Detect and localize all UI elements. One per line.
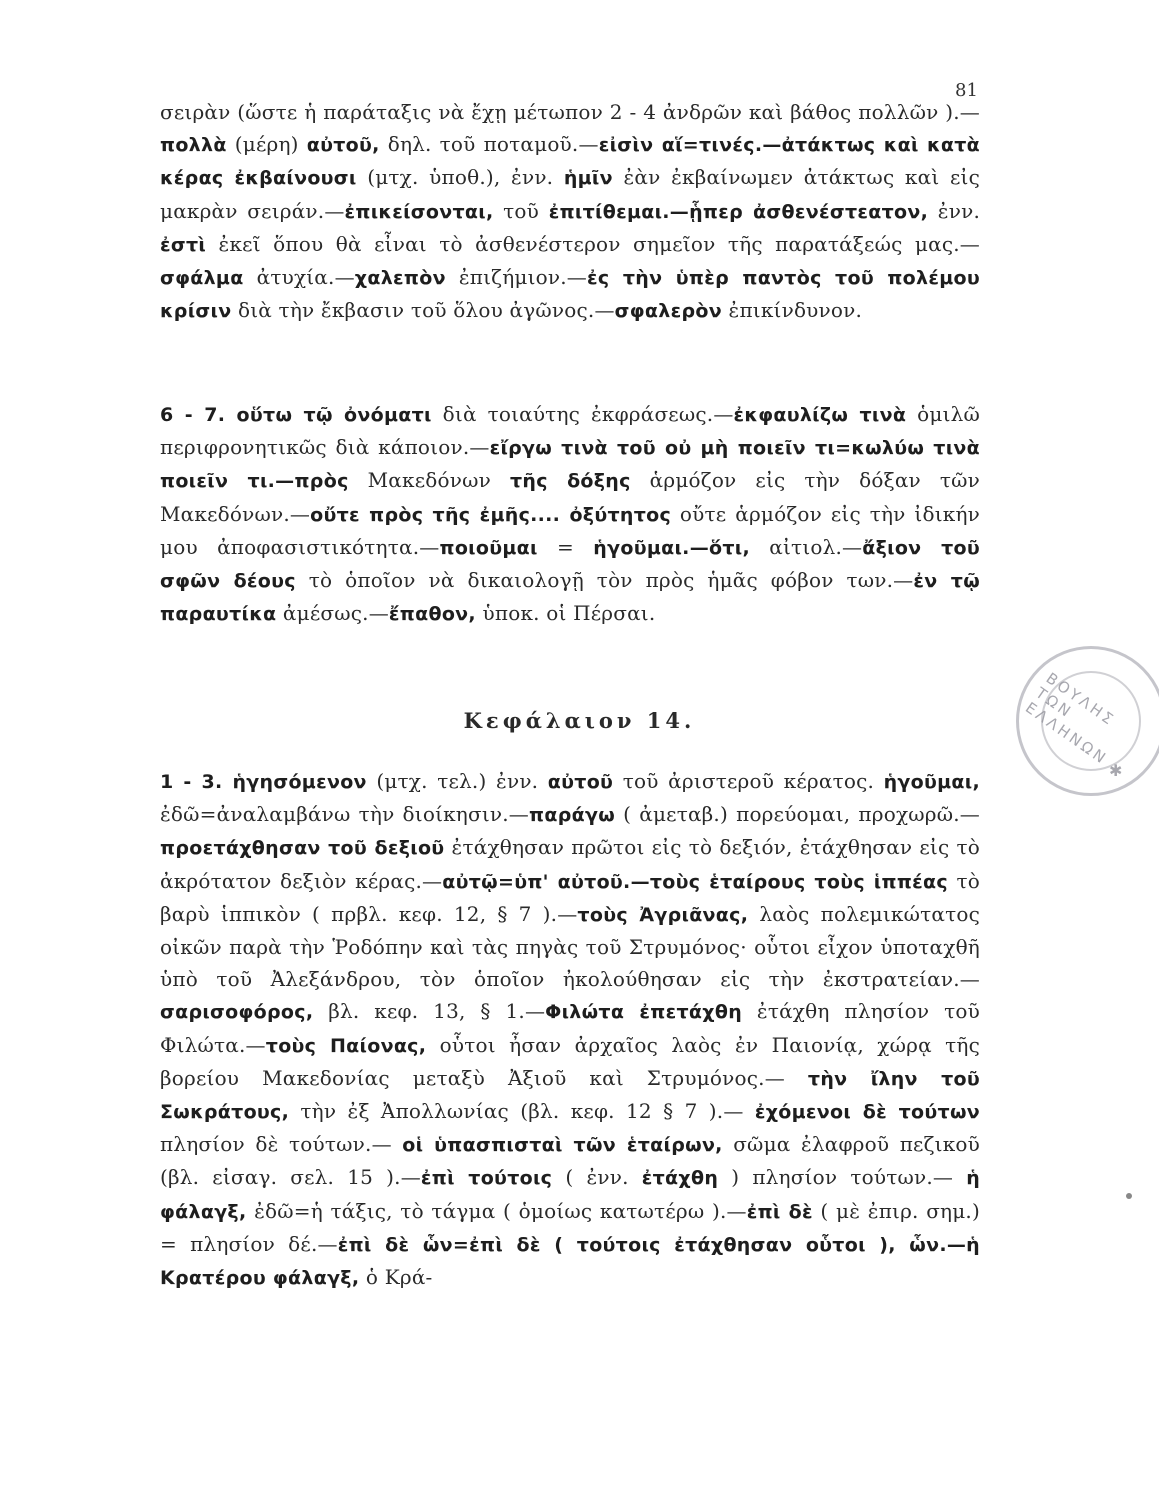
gloss-text: ἐνν. [928, 198, 981, 223]
lemma-term: τῆς δόξης [509, 470, 631, 493]
gloss-text: ἐδῶ=ἀναλαμβάνω τὴν διοίκησιν.— [160, 802, 530, 827]
library-stamp-icon [1016, 646, 1159, 796]
lemma-term: τοὺς Παίονας, [265, 1034, 427, 1057]
gloss-text: (μτχ. ὑποθ.), ἐνν. [356, 165, 564, 190]
lemma-term: αὐτοῦ, [306, 134, 380, 157]
section-heading: Κεφάλαιον 14. [463, 708, 696, 733]
gloss-text: οὔτε ἁρμόζον εἰς τὴν ἰδικήν μου ἀποφασιστικότητα.— [160, 501, 980, 559]
gloss-text: σῶμα ἐλαφροῦ πεζικοῦ (βλ. εἰσαγ. σελ. 15 ).— [160, 1132, 981, 1190]
gloss-text: ( ἐνν. [552, 1165, 642, 1190]
gloss-text: Μακεδόνων [348, 468, 510, 493]
gloss-text: σειρὰν (ὥστε ἡ παράταξις νὰ ἔχῃ μέτωπον 2 - 4 ἀνδρῶν καὶ βάθος πολλῶν ).— [160, 100, 980, 124]
gloss-text: ἐπιζήμιον.— [445, 265, 588, 290]
gloss-text: (μέρη) [226, 132, 307, 157]
gloss-text: ὁμιλῶ περιφρονητικῶς διὰ κάποιον.— [160, 402, 980, 460]
lemma-term: προετάχθησαν τοῦ δεξιοῦ [160, 837, 445, 860]
paragraph-text [160, 96, 980, 327]
lemma-term: ἐχόμενοι δὲ τούτων [754, 1101, 980, 1124]
gloss-text: ) πλησίον τούτων.— [718, 1165, 967, 1190]
lemma-term: ποιοῦμαι [439, 536, 538, 559]
lemma-term: ἐπικείσονται, [344, 200, 494, 223]
lemma-term: ἐπιτίθεμαι.—ᾗπερ ἀσθενέστεατον, [548, 200, 929, 223]
lemma-term: εἰσὶν αἵ=τινές.—ἀτάκτως καὶ κατὰ κέρας ἐκβαίνουσι [160, 134, 980, 190]
gloss-text: = [537, 534, 594, 559]
stamp-text: ΒΟΥΛΗΣ ΤΩΝ ΕΛΛΗΝΩΝ [1022, 669, 1119, 769]
star-icon: ✱ [1109, 761, 1123, 780]
lemma-term: ἡμῖν [563, 167, 613, 190]
commentary-paragraph-3 [160, 765, 980, 1294]
lemma-term: οἱ ὑπασπισταὶ τῶν ἑταίρων, [402, 1134, 723, 1157]
lemma-term: ἐπὶ δὲ ὧν=ἐπὶ δὲ ( τούτοις ἐτάχθησαν οὗτοι ), ὧν.—ἡ Κρατέρου φάλαγξ, [160, 1233, 980, 1290]
commentary-paragraph-1 [160, 96, 980, 327]
lemma-term: ἄξιον τοῦ σφῶν δέους [160, 536, 980, 593]
gloss-text: ἁρμόζον εἰς τὴν δόξαν τῶν Μακεδόνων.— [160, 468, 981, 526]
lemma-term: πολλὰ [160, 134, 227, 157]
lemma-term: σφάλμα [160, 267, 244, 290]
lemma-term: σαρισοφόρος, [160, 1001, 314, 1024]
lemma-term: αὐτοῦ [547, 771, 614, 793]
paragraph-text [160, 398, 980, 630]
lemma-term: χαλεπὸν [354, 267, 446, 290]
gloss-text: ( ἀμεταβ.) πορεύομαι, προχωρῶ.— [615, 802, 981, 827]
ink-dot [1126, 1193, 1132, 1199]
gloss-text: λαὸς πολεμικώτατος οἰκῶν παρὰ τὴν Ῥοδόπην καὶ τὰς πηγὰς τοῦ Στρυμόνος· οὗτοι εἶχον ὑποταχθῆ ὑπὸ τοῦ Ἀλεξάνδρου, τὸν ὁποῖον ἠκολούθησαν εἰς τὴν ἐκστρατείαν.— [160, 901, 980, 992]
gloss-text: οὗτοι ἦσαν ἀρχαῖος λαὸς ἐν Παιονίᾳ, χώρᾳ τῆς βορείου Μακεδονίας μεταξὺ Ἀξιοῦ καὶ Στρυμόνος.— [160, 1032, 980, 1090]
gloss-text: ἐτάχθη πλησίον τοῦ Φιλώτα.— [160, 999, 980, 1057]
gloss-text: ὁ Κρά- [359, 1265, 433, 1290]
lemma-term: ἡ φάλαγξ, [160, 1167, 981, 1223]
gloss-text: τὸ βαρὺ ἱππικὸν ( πρβλ. κεφ. 12, § 7 ).— [160, 868, 980, 926]
lemma-term: ἐτάχθη [641, 1167, 719, 1190]
lemma-term: 1 - 3. ἡγησόμενον [160, 771, 367, 793]
gloss-text: πλησίον δὲ τούτων.— [160, 1132, 403, 1157]
gloss-text: διὰ τοιαύτης ἐκφράσεως.— [431, 402, 734, 426]
paragraph-text [160, 765, 980, 1294]
gloss-text: ἐδῶ=ἡ τάξις, τὸ τάγμα ( ὁμοίως κατωτέρω ).— [246, 1198, 747, 1223]
gloss-text: ἀμέσως.— [276, 601, 389, 626]
gloss-text: τὴν ἐξ Ἀπολλωνίας (βλ. κεφ. 12 § 7 ).— [289, 1099, 755, 1124]
lemma-term: ἐπὶ τούτοις [420, 1167, 553, 1190]
lemma-term: οὔτε πρὸς τῆς ἐμῆς.... ὀξύτητος [310, 503, 672, 526]
lemma-term: τὴν ἴλην τοῦ Σωκράτους, [160, 1067, 981, 1124]
gloss-text: τὸ ὁποῖον νὰ δικαιολογῇ τὸν πρὸς ἡμᾶς φόβον των.— [295, 568, 914, 593]
gloss-text: δηλ. τοῦ ποταμοῦ.— [379, 132, 599, 157]
page-number: 81 [955, 80, 978, 101]
gloss-text: ἐκεῖ ὅπου θὰ εἶναι τὸ ἀσθενέστερον σημεῖον τῆς παρατάξεώς μας.— [206, 231, 980, 256]
lemma-term: Φιλώτα ἐπετάχθη [545, 1001, 743, 1024]
gloss-text: τοῦ ἀριστεροῦ κέρατος. [613, 769, 884, 793]
lemma-term: ἔπαθον, [388, 603, 476, 626]
lemma-term: 6 - 7. οὕτω τῷ ὀνόματι [160, 404, 432, 426]
gloss-text: ( μὲ ἐπιρ. σημ.) = πλησίον δέ.— [160, 1198, 980, 1256]
lemma-term: ἡγοῦμαι.—ὅτι, [593, 536, 750, 559]
gloss-text: τοῦ [493, 198, 549, 223]
gloss-text: ἐπικίνδυνον. [721, 298, 863, 323]
lemma-term: αὐτῷ=ὑπ' αὐτοῦ.—τοὺς ἑταίρους τοὺς ἱππέας [442, 870, 948, 893]
lemma-term: σφαλερὸν [614, 300, 722, 323]
gloss-text: ἐτάχθησαν πρῶτοι εἰς τὸ δεξιόν, ἐτάχθησαν εἰς τὸ ἀκρότατον δεξιὸν κέρας.— [160, 835, 980, 893]
gloss-text: βλ. κεφ. 13, § 1.— [313, 999, 546, 1024]
lemma-term: ἐπὶ δὲ [746, 1200, 813, 1223]
gloss-text: ἀτυχία.— [243, 265, 355, 290]
gloss-text: ὑποκ. οἱ Πέρσαι. [475, 601, 656, 626]
gloss-text: ἐὰν ἐκβαίνωμεν ἀτάκτως καὶ εἰς μακρὰν σειράν.— [160, 165, 980, 223]
lemma-term: ἐν τῷ παραυτίκα [160, 570, 981, 626]
lemma-term: τοὺς Ἀγριᾶνας, [577, 903, 749, 926]
lemma-term: ἐς τὴν ὑπὲρ παντὸς τοῦ πολέμου κρίσιν [160, 267, 980, 323]
commentary-paragraph-2 [160, 398, 980, 630]
lemma-term: εἴργω τινὰ τοῦ οὐ μὴ ποιεῖν τι=κωλύω τινὰ ποιεῖν τι.—πρὸς [160, 437, 980, 493]
gloss-text: αἰτιολ.— [750, 534, 863, 559]
lemma-term: ἐστὶ [160, 233, 207, 256]
lemma-term: ἐκφαυλίζω τινὰ [733, 404, 907, 426]
lemma-term: ἡγοῦμαι, [883, 771, 980, 793]
lemma-term: παράγω [529, 804, 616, 827]
gloss-text: (μτχ. τελ.) ἐνν. [366, 769, 548, 793]
gloss-text: διὰ τὴν ἔκβασιν τοῦ ὅλου ἀγῶνος.— [231, 298, 615, 323]
